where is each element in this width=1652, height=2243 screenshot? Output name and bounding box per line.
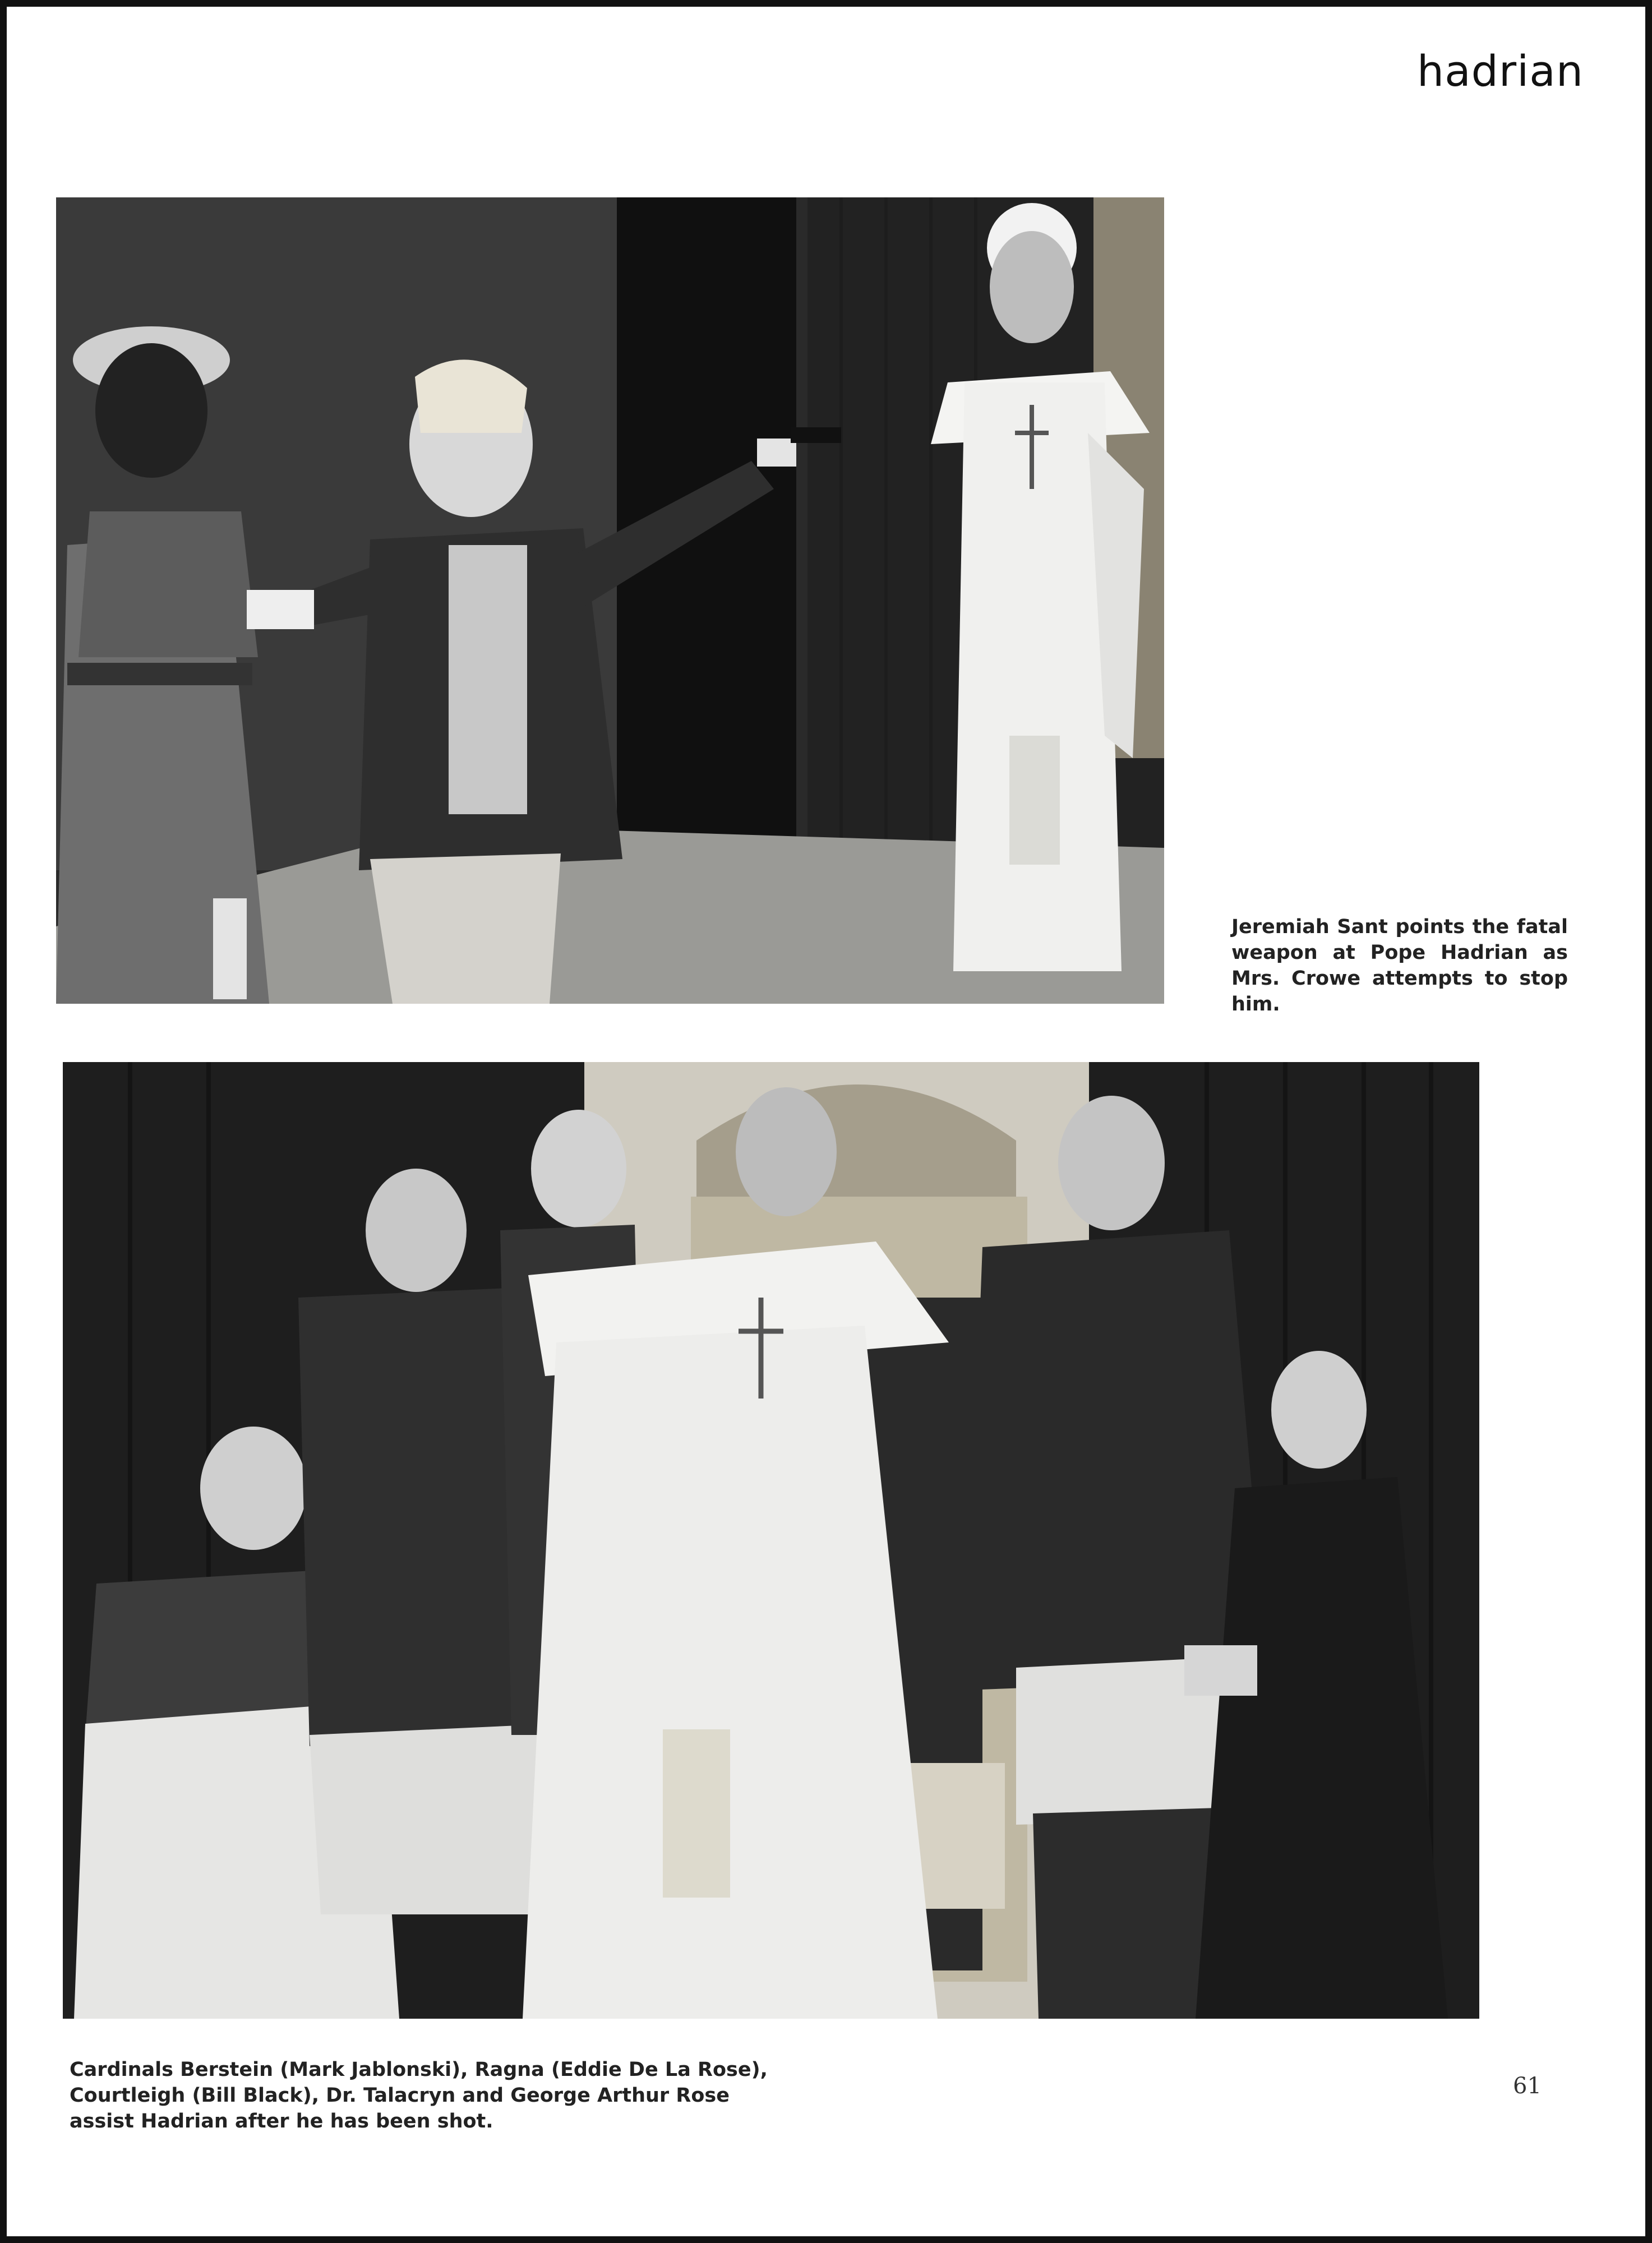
section-title: hadrian: [1416, 46, 1584, 96]
stage-photo-cardinals-image: [63, 1062, 1479, 2019]
stage-photo-shooting: [56, 197, 1164, 1004]
stage-photo-shooting-image: [56, 197, 1164, 1004]
page-number: 61: [1513, 2073, 1542, 2099]
stage-photo-cardinals: [63, 1062, 1479, 2019]
caption-shooting: Jeremiah Sant points the fatal weapon at Pope Hadrian as Mrs. Crowe attempts to stop him.: [1231, 916, 1568, 1016]
caption-cardinals: Cardinals Berstein (Mark Jablonski), Ragna (Eddie De La Rose), Courtleigh (Bill Black), Dr. Talacryn and George Arthur Rose assist Hadrian after he has been shot.: [70, 2059, 768, 2133]
